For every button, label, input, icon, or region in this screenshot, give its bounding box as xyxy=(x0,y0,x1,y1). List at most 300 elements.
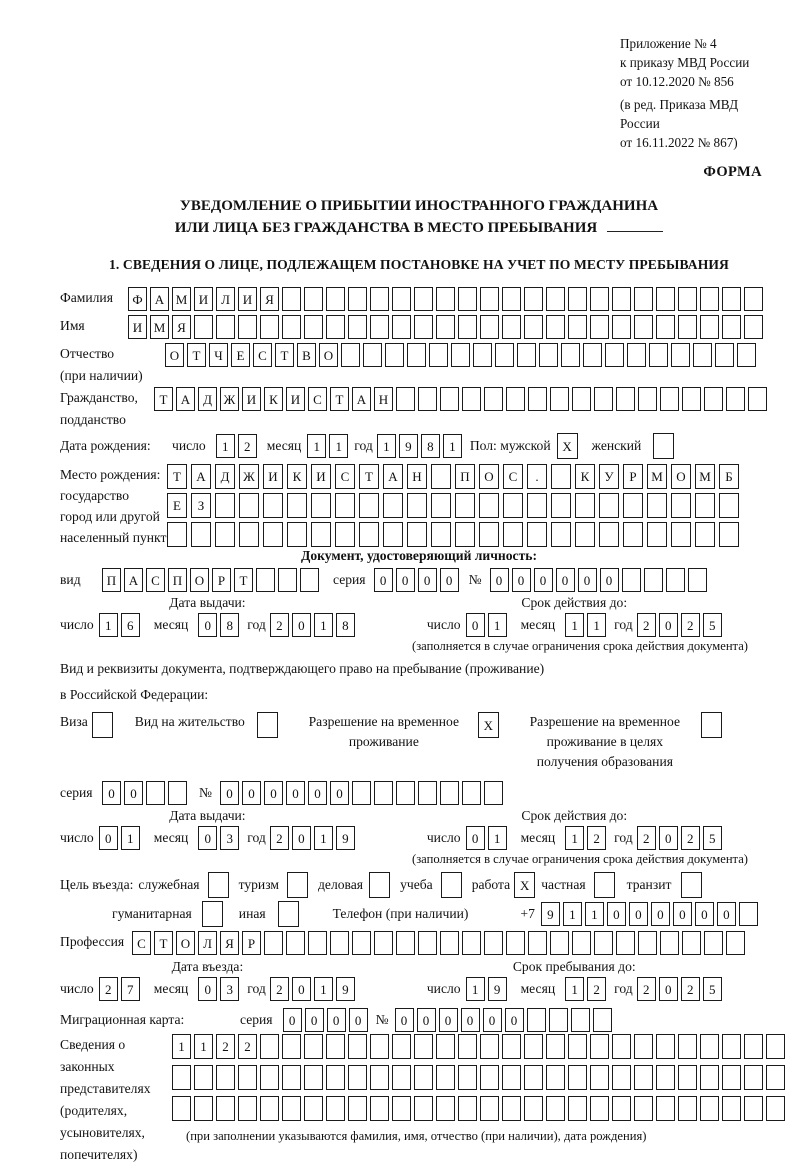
char-cell[interactable]: 0 xyxy=(395,1008,414,1032)
char-cell[interactable]: X xyxy=(478,712,499,738)
char-cell[interactable]: 0 xyxy=(286,781,305,805)
char-cell[interactable] xyxy=(656,1065,675,1090)
char-cell[interactable] xyxy=(194,315,213,339)
char-cell[interactable] xyxy=(239,522,259,547)
char-cell[interactable]: Т xyxy=(234,568,253,592)
char-cell[interactable]: 2 xyxy=(637,977,656,1001)
char-cell[interactable] xyxy=(352,781,371,805)
char-cell[interactable] xyxy=(682,931,701,955)
char-cell[interactable] xyxy=(616,931,635,955)
char-cell[interactable]: Р xyxy=(212,568,231,592)
char-cell[interactable]: 1 xyxy=(194,1034,213,1059)
char-cell[interactable]: 9 xyxy=(399,434,418,458)
char-cell[interactable]: 0 xyxy=(651,902,670,926)
char-cell[interactable] xyxy=(744,1034,763,1059)
char-cell[interactable] xyxy=(370,315,389,339)
char-cell[interactable]: 2 xyxy=(216,1034,235,1059)
char-cell[interactable] xyxy=(480,1065,499,1090)
char-cell[interactable] xyxy=(286,931,305,955)
char-cell[interactable] xyxy=(719,522,739,547)
char-cell[interactable]: 1 xyxy=(216,434,235,458)
char-cell[interactable] xyxy=(260,1065,279,1090)
char-cell[interactable] xyxy=(484,931,503,955)
char-cell[interactable] xyxy=(308,931,327,955)
char-cell[interactable]: О xyxy=(479,464,499,489)
char-cell[interactable]: С xyxy=(335,464,355,489)
char-cell[interactable]: Н xyxy=(407,464,427,489)
char-cell[interactable]: 2 xyxy=(681,613,700,637)
char-cell[interactable] xyxy=(282,315,301,339)
char-cell[interactable] xyxy=(369,872,390,898)
char-cell[interactable] xyxy=(414,287,433,311)
char-cell[interactable] xyxy=(194,1065,213,1090)
char-cell[interactable]: X xyxy=(557,433,578,459)
char-cell[interactable] xyxy=(527,1008,546,1032)
char-cell[interactable] xyxy=(744,287,763,311)
char-cell[interactable] xyxy=(612,1065,631,1090)
char-cell[interactable]: 5 xyxy=(703,977,722,1001)
char-cell[interactable] xyxy=(418,781,437,805)
char-cell[interactable] xyxy=(359,522,379,547)
char-cell[interactable]: Л xyxy=(216,287,235,311)
char-cell[interactable]: 1 xyxy=(329,434,348,458)
char-cell[interactable] xyxy=(719,493,739,518)
char-cell[interactable] xyxy=(238,315,257,339)
char-cell[interactable] xyxy=(392,1065,411,1090)
char-cell[interactable] xyxy=(287,522,307,547)
char-cell[interactable] xyxy=(238,1065,257,1090)
char-cell[interactable]: Т xyxy=(330,387,349,411)
char-cell[interactable] xyxy=(348,1065,367,1090)
char-cell[interactable] xyxy=(260,1096,279,1121)
char-cell[interactable] xyxy=(263,522,283,547)
char-cell[interactable] xyxy=(473,343,492,367)
char-cell[interactable] xyxy=(392,1034,411,1059)
char-cell[interactable] xyxy=(704,387,723,411)
char-cell[interactable]: А xyxy=(191,464,211,489)
char-cell[interactable] xyxy=(612,287,631,311)
char-cell[interactable] xyxy=(660,931,679,955)
char-cell[interactable] xyxy=(436,1096,455,1121)
char-cell[interactable] xyxy=(260,315,279,339)
char-cell[interactable] xyxy=(458,1065,477,1090)
char-cell[interactable] xyxy=(612,315,631,339)
char-cell[interactable] xyxy=(678,315,697,339)
char-cell[interactable] xyxy=(484,781,503,805)
char-cell[interactable] xyxy=(546,1096,565,1121)
char-cell[interactable] xyxy=(407,343,426,367)
char-cell[interactable] xyxy=(370,1096,389,1121)
char-cell[interactable] xyxy=(396,781,415,805)
char-cell[interactable] xyxy=(263,493,283,518)
char-cell[interactable] xyxy=(593,1008,612,1032)
char-cell[interactable] xyxy=(546,1034,565,1059)
char-cell[interactable] xyxy=(278,568,297,592)
char-cell[interactable]: Ж xyxy=(239,464,259,489)
char-cell[interactable]: 0 xyxy=(124,781,143,805)
char-cell[interactable] xyxy=(656,1096,675,1121)
char-cell[interactable] xyxy=(282,287,301,311)
char-cell[interactable] xyxy=(304,1065,323,1090)
char-cell[interactable] xyxy=(407,522,427,547)
char-cell[interactable]: П xyxy=(102,568,121,592)
char-cell[interactable] xyxy=(700,1065,719,1090)
char-cell[interactable]: А xyxy=(352,387,371,411)
char-cell[interactable] xyxy=(524,1065,543,1090)
char-cell[interactable] xyxy=(348,315,367,339)
char-cell[interactable]: 2 xyxy=(681,977,700,1001)
char-cell[interactable]: 6 xyxy=(121,613,140,637)
char-cell[interactable] xyxy=(722,287,741,311)
char-cell[interactable] xyxy=(326,1034,345,1059)
char-cell[interactable] xyxy=(440,781,459,805)
char-cell[interactable] xyxy=(335,522,355,547)
char-cell[interactable] xyxy=(568,315,587,339)
char-cell[interactable] xyxy=(546,315,565,339)
char-cell[interactable]: 2 xyxy=(270,613,289,637)
char-cell[interactable]: Т xyxy=(154,931,173,955)
char-cell[interactable] xyxy=(311,522,331,547)
char-cell[interactable]: И xyxy=(242,387,261,411)
char-cell[interactable]: 0 xyxy=(607,902,626,926)
char-cell[interactable] xyxy=(326,1065,345,1090)
char-cell[interactable]: А xyxy=(176,387,195,411)
char-cell[interactable]: 1 xyxy=(488,826,507,850)
char-cell[interactable]: 1 xyxy=(314,826,333,850)
char-cell[interactable]: 0 xyxy=(283,1008,302,1032)
char-cell[interactable] xyxy=(429,343,448,367)
char-cell[interactable] xyxy=(458,287,477,311)
char-cell[interactable] xyxy=(216,315,235,339)
char-cell[interactable] xyxy=(612,1096,631,1121)
char-cell[interactable]: 0 xyxy=(534,568,553,592)
char-cell[interactable]: 2 xyxy=(270,977,289,1001)
char-cell[interactable]: 2 xyxy=(637,826,656,850)
char-cell[interactable] xyxy=(414,1096,433,1121)
char-cell[interactable]: 5 xyxy=(703,826,722,850)
char-cell[interactable] xyxy=(374,931,393,955)
char-cell[interactable]: Ж xyxy=(220,387,239,411)
char-cell[interactable] xyxy=(458,315,477,339)
char-cell[interactable] xyxy=(638,931,657,955)
char-cell[interactable]: 0 xyxy=(292,613,311,637)
char-cell[interactable] xyxy=(528,387,547,411)
char-cell[interactable] xyxy=(359,493,379,518)
char-cell[interactable] xyxy=(561,343,580,367)
char-cell[interactable]: 0 xyxy=(466,826,485,850)
char-cell[interactable]: Е xyxy=(231,343,250,367)
char-cell[interactable]: З xyxy=(191,493,211,518)
char-cell[interactable] xyxy=(282,1065,301,1090)
char-cell[interactable]: 2 xyxy=(637,613,656,637)
char-cell[interactable] xyxy=(744,1065,763,1090)
char-cell[interactable]: X xyxy=(514,872,535,898)
char-cell[interactable] xyxy=(744,1096,763,1121)
char-cell[interactable]: 0 xyxy=(695,902,714,926)
char-cell[interactable] xyxy=(546,287,565,311)
char-cell[interactable] xyxy=(484,387,503,411)
char-cell[interactable] xyxy=(590,1096,609,1121)
char-cell[interactable] xyxy=(431,464,451,489)
char-cell[interactable] xyxy=(392,1096,411,1121)
char-cell[interactable] xyxy=(436,287,455,311)
char-cell[interactable] xyxy=(479,493,499,518)
char-cell[interactable] xyxy=(282,1034,301,1059)
char-cell[interactable]: 0 xyxy=(330,781,349,805)
char-cell[interactable] xyxy=(715,343,734,367)
char-cell[interactable] xyxy=(700,287,719,311)
char-cell[interactable]: 8 xyxy=(336,613,355,637)
char-cell[interactable]: 0 xyxy=(305,1008,324,1032)
char-cell[interactable]: А xyxy=(383,464,403,489)
char-cell[interactable] xyxy=(202,901,223,927)
char-cell[interactable] xyxy=(370,1065,389,1090)
char-cell[interactable] xyxy=(647,493,667,518)
char-cell[interactable]: 8 xyxy=(421,434,440,458)
char-cell[interactable]: Т xyxy=(167,464,187,489)
char-cell[interactable] xyxy=(304,287,323,311)
char-cell[interactable] xyxy=(480,287,499,311)
char-cell[interactable]: 0 xyxy=(673,902,692,926)
char-cell[interactable]: 0 xyxy=(600,568,619,592)
char-cell[interactable] xyxy=(550,931,569,955)
char-cell[interactable]: 1 xyxy=(587,613,606,637)
char-cell[interactable]: М xyxy=(647,464,667,489)
char-cell[interactable]: 1 xyxy=(314,977,333,1001)
char-cell[interactable]: 5 xyxy=(703,613,722,637)
char-cell[interactable]: Д xyxy=(215,464,235,489)
char-cell[interactable] xyxy=(264,931,283,955)
char-cell[interactable]: 2 xyxy=(238,434,257,458)
char-cell[interactable] xyxy=(282,1096,301,1121)
char-cell[interactable]: 0 xyxy=(629,902,648,926)
char-cell[interactable]: 0 xyxy=(327,1008,346,1032)
char-cell[interactable] xyxy=(341,343,360,367)
char-cell[interactable] xyxy=(238,1096,257,1121)
char-cell[interactable]: 0 xyxy=(292,826,311,850)
char-cell[interactable] xyxy=(590,1034,609,1059)
char-cell[interactable] xyxy=(256,568,275,592)
char-cell[interactable] xyxy=(502,1034,521,1059)
char-cell[interactable] xyxy=(239,493,259,518)
char-cell[interactable] xyxy=(440,931,459,955)
char-cell[interactable] xyxy=(739,902,758,926)
char-cell[interactable]: 1 xyxy=(563,902,582,926)
char-cell[interactable]: 0 xyxy=(102,781,121,805)
char-cell[interactable] xyxy=(700,1096,719,1121)
char-cell[interactable] xyxy=(524,287,543,311)
char-cell[interactable] xyxy=(352,931,371,955)
char-cell[interactable] xyxy=(335,493,355,518)
char-cell[interactable]: 0 xyxy=(505,1008,524,1032)
char-cell[interactable] xyxy=(546,1065,565,1090)
char-cell[interactable]: 0 xyxy=(417,1008,436,1032)
char-cell[interactable] xyxy=(495,343,514,367)
char-cell[interactable] xyxy=(671,522,691,547)
char-cell[interactable]: 1 xyxy=(172,1034,191,1059)
char-cell[interactable]: 9 xyxy=(336,977,355,1001)
char-cell[interactable]: Н xyxy=(374,387,393,411)
char-cell[interactable] xyxy=(385,343,404,367)
char-cell[interactable] xyxy=(451,343,470,367)
char-cell[interactable]: О xyxy=(671,464,691,489)
char-cell[interactable] xyxy=(208,872,229,898)
char-cell[interactable] xyxy=(311,493,331,518)
char-cell[interactable] xyxy=(627,343,646,367)
char-cell[interactable]: 0 xyxy=(198,977,217,1001)
char-cell[interactable] xyxy=(551,522,571,547)
char-cell[interactable] xyxy=(695,522,715,547)
char-cell[interactable] xyxy=(392,315,411,339)
char-cell[interactable] xyxy=(634,1034,653,1059)
char-cell[interactable]: 0 xyxy=(483,1008,502,1032)
char-cell[interactable]: 2 xyxy=(681,826,700,850)
char-cell[interactable]: М xyxy=(150,315,169,339)
char-cell[interactable] xyxy=(260,1034,279,1059)
char-cell[interactable]: Т xyxy=(275,343,294,367)
char-cell[interactable]: Т xyxy=(154,387,173,411)
char-cell[interactable]: 1 xyxy=(585,902,604,926)
char-cell[interactable] xyxy=(568,1096,587,1121)
char-cell[interactable]: И xyxy=(238,287,257,311)
char-cell[interactable] xyxy=(502,1065,521,1090)
char-cell[interactable] xyxy=(599,493,619,518)
char-cell[interactable] xyxy=(612,1034,631,1059)
char-cell[interactable]: И xyxy=(194,287,213,311)
char-cell[interactable] xyxy=(638,387,657,411)
char-cell[interactable] xyxy=(304,1096,323,1121)
char-cell[interactable] xyxy=(506,931,525,955)
char-cell[interactable]: 0 xyxy=(374,568,393,592)
char-cell[interactable] xyxy=(634,287,653,311)
char-cell[interactable]: Б xyxy=(719,464,739,489)
char-cell[interactable]: 0 xyxy=(264,781,283,805)
char-cell[interactable] xyxy=(575,493,595,518)
char-cell[interactable]: С xyxy=(132,931,151,955)
char-cell[interactable]: 0 xyxy=(418,568,437,592)
char-cell[interactable] xyxy=(383,493,403,518)
char-cell[interactable] xyxy=(370,1034,389,1059)
char-cell[interactable] xyxy=(605,343,624,367)
char-cell[interactable]: И xyxy=(311,464,331,489)
char-cell[interactable] xyxy=(407,493,427,518)
char-cell[interactable] xyxy=(678,1096,697,1121)
char-cell[interactable]: С xyxy=(146,568,165,592)
char-cell[interactable] xyxy=(146,781,165,805)
char-cell[interactable] xyxy=(414,315,433,339)
char-cell[interactable] xyxy=(370,287,389,311)
char-cell[interactable] xyxy=(216,1096,235,1121)
char-cell[interactable]: 1 xyxy=(488,613,507,637)
char-cell[interactable] xyxy=(695,493,715,518)
char-cell[interactable]: С xyxy=(253,343,272,367)
char-cell[interactable]: 2 xyxy=(99,977,118,1001)
char-cell[interactable] xyxy=(215,493,235,518)
char-cell[interactable] xyxy=(330,931,349,955)
char-cell[interactable]: Л xyxy=(198,931,217,955)
char-cell[interactable] xyxy=(660,387,679,411)
char-cell[interactable] xyxy=(374,781,393,805)
char-cell[interactable] xyxy=(304,315,323,339)
char-cell[interactable] xyxy=(414,1065,433,1090)
char-cell[interactable] xyxy=(506,387,525,411)
char-cell[interactable]: У xyxy=(599,464,619,489)
char-cell[interactable] xyxy=(168,781,187,805)
char-cell[interactable] xyxy=(480,315,499,339)
char-cell[interactable]: 0 xyxy=(466,613,485,637)
char-cell[interactable] xyxy=(502,1096,521,1121)
char-cell[interactable]: И xyxy=(128,315,147,339)
char-cell[interactable] xyxy=(287,872,308,898)
char-cell[interactable] xyxy=(571,1008,590,1032)
char-cell[interactable] xyxy=(766,1065,785,1090)
char-cell[interactable] xyxy=(436,1034,455,1059)
char-cell[interactable] xyxy=(528,931,547,955)
char-cell[interactable]: Я xyxy=(220,931,239,955)
char-cell[interactable] xyxy=(167,522,187,547)
char-cell[interactable]: 0 xyxy=(717,902,736,926)
char-cell[interactable]: 0 xyxy=(349,1008,368,1032)
char-cell[interactable] xyxy=(568,1065,587,1090)
char-cell[interactable]: К xyxy=(287,464,307,489)
char-cell[interactable] xyxy=(700,1034,719,1059)
char-cell[interactable] xyxy=(480,1034,499,1059)
char-cell[interactable]: 1 xyxy=(377,434,396,458)
char-cell[interactable]: 1 xyxy=(314,613,333,637)
char-cell[interactable]: С xyxy=(308,387,327,411)
char-cell[interactable] xyxy=(551,464,571,489)
char-cell[interactable] xyxy=(431,493,451,518)
char-cell[interactable] xyxy=(704,931,723,955)
char-cell[interactable]: К xyxy=(575,464,595,489)
char-cell[interactable]: М xyxy=(695,464,715,489)
char-cell[interactable]: 0 xyxy=(659,977,678,1001)
char-cell[interactable]: О xyxy=(319,343,338,367)
char-cell[interactable] xyxy=(172,1065,191,1090)
char-cell[interactable] xyxy=(502,287,521,311)
char-cell[interactable] xyxy=(701,712,722,738)
char-cell[interactable]: 2 xyxy=(238,1034,257,1059)
char-cell[interactable] xyxy=(671,343,690,367)
char-cell[interactable] xyxy=(363,343,382,367)
char-cell[interactable] xyxy=(550,387,569,411)
char-cell[interactable]: 0 xyxy=(659,613,678,637)
char-cell[interactable] xyxy=(418,387,437,411)
char-cell[interactable] xyxy=(549,1008,568,1032)
char-cell[interactable]: О xyxy=(165,343,184,367)
char-cell[interactable] xyxy=(287,493,307,518)
char-cell[interactable] xyxy=(215,522,235,547)
char-cell[interactable] xyxy=(383,522,403,547)
char-cell[interactable]: В xyxy=(297,343,316,367)
char-cell[interactable]: 1 xyxy=(565,613,584,637)
char-cell[interactable]: 0 xyxy=(308,781,327,805)
char-cell[interactable]: 7 xyxy=(121,977,140,1001)
char-cell[interactable]: И xyxy=(263,464,283,489)
char-cell[interactable] xyxy=(688,568,707,592)
char-cell[interactable]: 0 xyxy=(220,781,239,805)
char-cell[interactable] xyxy=(524,1096,543,1121)
char-cell[interactable] xyxy=(304,1034,323,1059)
char-cell[interactable] xyxy=(722,1034,741,1059)
char-cell[interactable] xyxy=(392,287,411,311)
char-cell[interactable] xyxy=(583,343,602,367)
char-cell[interactable] xyxy=(647,522,667,547)
char-cell[interactable] xyxy=(656,287,675,311)
char-cell[interactable]: О xyxy=(190,568,209,592)
char-cell[interactable] xyxy=(527,493,547,518)
char-cell[interactable] xyxy=(396,931,415,955)
